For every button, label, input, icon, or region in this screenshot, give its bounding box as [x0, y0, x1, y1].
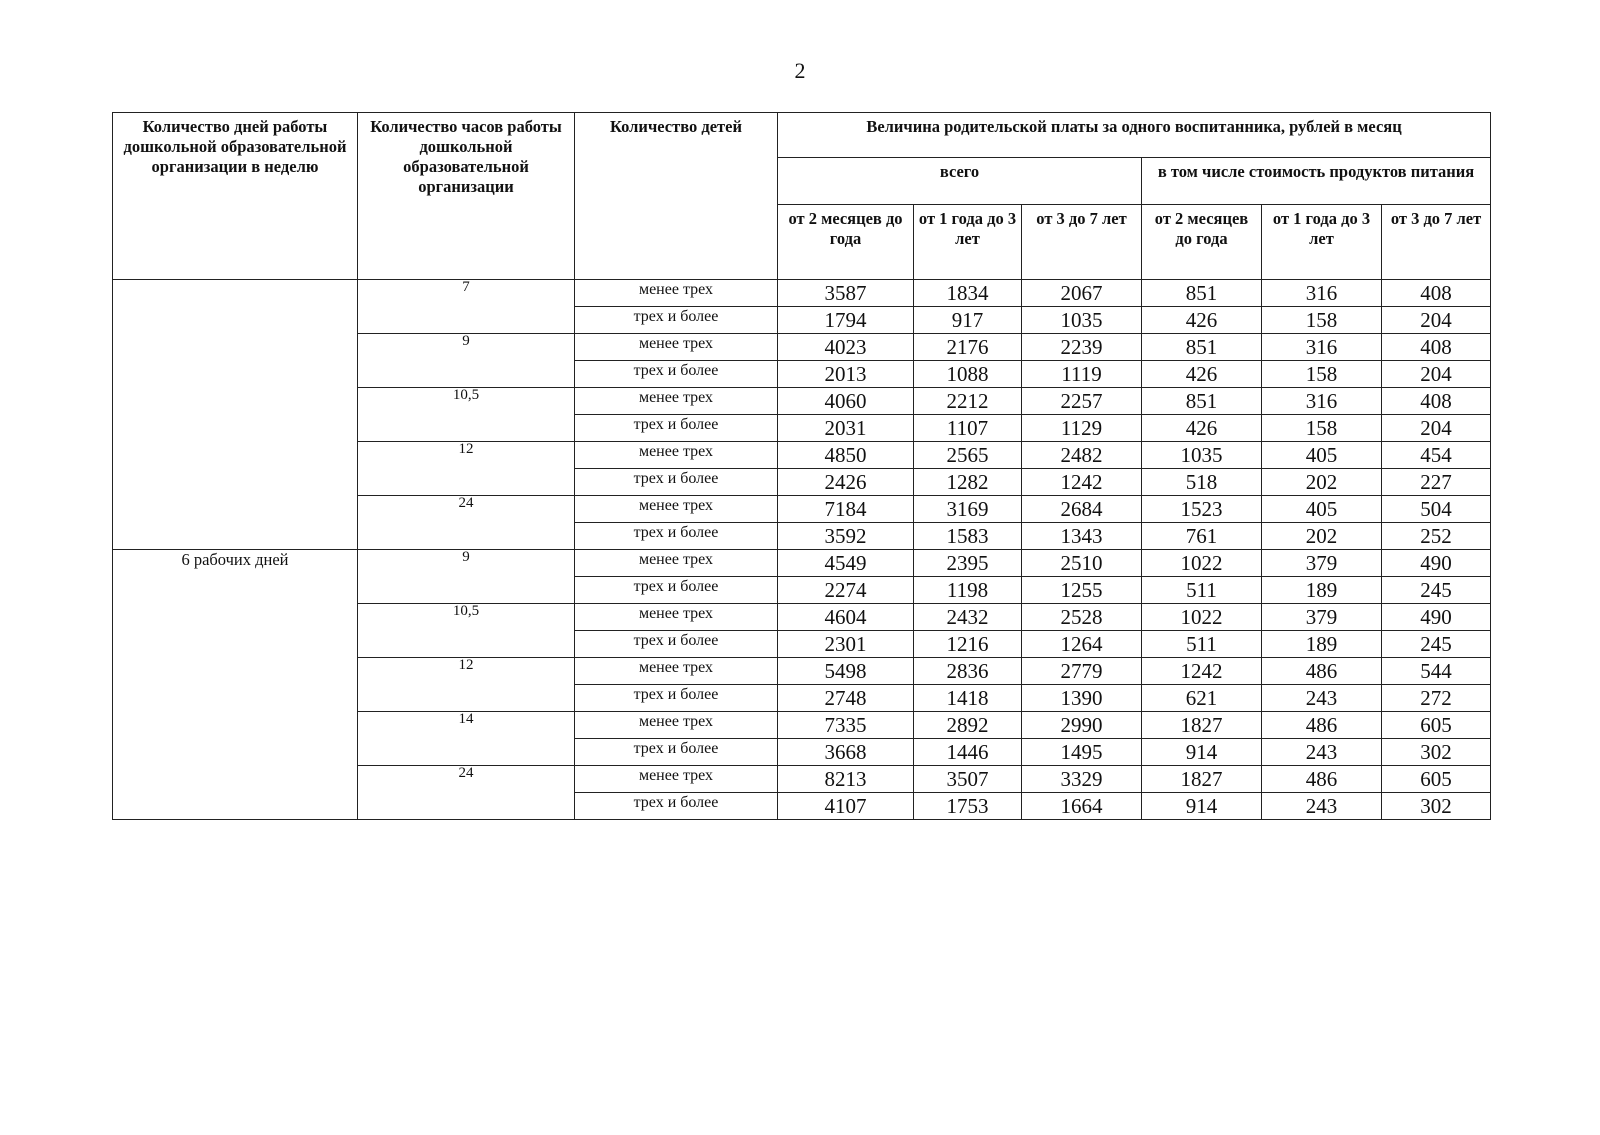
children-count-cell: трех и более — [575, 685, 778, 712]
fee-value-cell: 245 — [1382, 631, 1491, 658]
fee-value-cell: 4549 — [778, 550, 914, 577]
fee-value-cell: 316 — [1262, 388, 1382, 415]
fee-value-cell: 7335 — [778, 712, 914, 739]
children-count-cell: менее трех — [575, 604, 778, 631]
fee-value-cell: 379 — [1262, 550, 1382, 577]
table-body — [113, 280, 1491, 820]
fee-value-cell: 302 — [1382, 739, 1491, 766]
header-total-age-preschool: от 3 до 7 лет — [1022, 205, 1142, 280]
fee-value-cell: 486 — [1262, 658, 1382, 685]
fee-value-cell: 3329 — [1022, 766, 1142, 793]
header-days: Количество дней работы дошкольной образовательной организации в неделю — [113, 113, 358, 280]
fee-value-cell: 1242 — [1022, 469, 1142, 496]
fee-value-cell: 405 — [1262, 442, 1382, 469]
fee-value-cell: 204 — [1382, 361, 1491, 388]
fee-value-cell: 252 — [1382, 523, 1491, 550]
fee-value-cell: 490 — [1382, 604, 1491, 631]
children-count-cell: менее трех — [575, 388, 778, 415]
fee-value-cell: 1523 — [1142, 496, 1262, 523]
fee-value-cell: 621 — [1142, 685, 1262, 712]
fee-value-cell: 518 — [1142, 469, 1262, 496]
fee-value-cell: 426 — [1142, 361, 1262, 388]
fee-value-cell: 8213 — [778, 766, 914, 793]
fee-value-cell: 2836 — [914, 658, 1022, 685]
fee-value-cell: 202 — [1262, 469, 1382, 496]
children-count-cell: трех и более — [575, 361, 778, 388]
fee-value-cell: 1242 — [1142, 658, 1262, 685]
fee-value-cell: 1035 — [1022, 307, 1142, 334]
children-count-cell: менее трех — [575, 712, 778, 739]
fee-value-cell: 2565 — [914, 442, 1022, 469]
fee-value-cell: 1264 — [1022, 631, 1142, 658]
fee-value-cell: 1198 — [914, 577, 1022, 604]
fee-value-cell: 2432 — [914, 604, 1022, 631]
children-count-cell: менее трех — [575, 334, 778, 361]
header-food-age-infant: от 2 месяцев до года — [1142, 205, 1262, 280]
fee-value-cell: 2212 — [914, 388, 1022, 415]
fee-value-cell: 204 — [1382, 415, 1491, 442]
header-food-age-preschool: от 3 до 7 лет — [1382, 205, 1491, 280]
header-fee: Величина родительской платы за одного воспитанника, рублей в месяц — [778, 113, 1491, 158]
children-count-cell: менее трех — [575, 658, 778, 685]
fee-value-cell: 605 — [1382, 712, 1491, 739]
header-total-age-infant: от 2 месяцев до года — [778, 205, 914, 280]
hours-cell: 7 — [358, 280, 575, 334]
header-food: в том числе стоимость продуктов питания — [1142, 158, 1491, 205]
fee-value-cell: 1107 — [914, 415, 1022, 442]
fee-value-cell: 243 — [1262, 739, 1382, 766]
fee-value-cell: 2510 — [1022, 550, 1142, 577]
fee-value-cell: 158 — [1262, 415, 1382, 442]
fee-value-cell: 914 — [1142, 739, 1262, 766]
fee-value-cell: 204 — [1382, 307, 1491, 334]
fee-value-cell: 272 — [1382, 685, 1491, 712]
fee-value-cell: 2482 — [1022, 442, 1142, 469]
children-count-cell: менее трех — [575, 766, 778, 793]
fee-value-cell: 379 — [1262, 604, 1382, 631]
fee-value-cell: 1753 — [914, 793, 1022, 820]
fee-value-cell: 5498 — [778, 658, 914, 685]
fee-value-cell: 2684 — [1022, 496, 1142, 523]
days-per-week-cell: 6 рабочих дней — [113, 550, 358, 820]
children-count-cell: менее трех — [575, 442, 778, 469]
fee-value-cell: 1343 — [1022, 523, 1142, 550]
page-number: 2 — [794, 58, 806, 83]
fee-value-cell: 3592 — [778, 523, 914, 550]
header-children: Количество детей — [575, 113, 778, 280]
fee-value-cell: 2301 — [778, 631, 914, 658]
fee-value-cell: 761 — [1142, 523, 1262, 550]
children-count-cell: трех и более — [575, 577, 778, 604]
parental-fee-table — [112, 112, 1491, 820]
fee-value-cell: 2528 — [1022, 604, 1142, 631]
fee-value-cell: 2176 — [914, 334, 1022, 361]
fee-value-cell: 7184 — [778, 496, 914, 523]
fee-value-cell: 302 — [1382, 793, 1491, 820]
fee-value-cell: 316 — [1262, 280, 1382, 307]
fee-value-cell: 189 — [1262, 577, 1382, 604]
fee-value-cell: 1418 — [914, 685, 1022, 712]
fee-value-cell: 917 — [914, 307, 1022, 334]
fee-value-cell: 243 — [1262, 685, 1382, 712]
fee-value-cell: 158 — [1262, 307, 1382, 334]
fee-value-cell: 1827 — [1142, 766, 1262, 793]
fee-value-cell: 227 — [1382, 469, 1491, 496]
fee-value-cell: 4060 — [778, 388, 914, 415]
fee-value-cell: 408 — [1382, 334, 1491, 361]
fee-value-cell: 2990 — [1022, 712, 1142, 739]
fee-value-cell: 1664 — [1022, 793, 1142, 820]
fee-value-cell: 851 — [1142, 388, 1262, 415]
fee-value-cell: 454 — [1382, 442, 1491, 469]
fee-value-cell: 2748 — [778, 685, 914, 712]
children-count-cell: менее трех — [575, 280, 778, 307]
children-count-cell: трех и более — [575, 739, 778, 766]
hours-cell: 12 — [358, 658, 575, 712]
fee-value-cell: 1255 — [1022, 577, 1142, 604]
fee-value-cell: 2031 — [778, 415, 914, 442]
fee-value-cell: 4604 — [778, 604, 914, 631]
fee-value-cell: 2257 — [1022, 388, 1142, 415]
header-hours: Количество часов работы дошкольной образовательной организации — [358, 113, 575, 280]
fee-value-cell: 1088 — [914, 361, 1022, 388]
fee-value-cell: 1495 — [1022, 739, 1142, 766]
fee-value-cell: 504 — [1382, 496, 1491, 523]
fee-value-cell: 1129 — [1022, 415, 1142, 442]
fee-value-cell: 243 — [1262, 793, 1382, 820]
hours-cell: 10,5 — [358, 604, 575, 658]
hours-cell: 24 — [358, 766, 575, 820]
hours-cell: 10,5 — [358, 388, 575, 442]
fee-value-cell: 3169 — [914, 496, 1022, 523]
fee-value-cell: 1827 — [1142, 712, 1262, 739]
hours-cell: 14 — [358, 712, 575, 766]
fee-value-cell: 511 — [1142, 631, 1262, 658]
fee-value-cell: 426 — [1142, 307, 1262, 334]
fee-value-cell: 2239 — [1022, 334, 1142, 361]
children-count-cell: трех и более — [575, 469, 778, 496]
children-count-cell: трех и более — [575, 631, 778, 658]
days-per-week-cell — [113, 280, 358, 550]
fee-value-cell: 316 — [1262, 334, 1382, 361]
fee-value-cell: 851 — [1142, 334, 1262, 361]
fee-value-cell: 1794 — [778, 307, 914, 334]
fee-value-cell: 3587 — [778, 280, 914, 307]
fee-value-cell: 189 — [1262, 631, 1382, 658]
fee-value-cell: 490 — [1382, 550, 1491, 577]
header-total-age-toddler: от 1 года до 3 лет — [914, 205, 1022, 280]
fee-value-cell: 605 — [1382, 766, 1491, 793]
children-count-cell: менее трех — [575, 496, 778, 523]
fee-value-cell: 3507 — [914, 766, 1022, 793]
fee-value-cell: 1216 — [914, 631, 1022, 658]
hours-cell: 24 — [358, 496, 575, 550]
hours-cell: 9 — [358, 334, 575, 388]
fee-value-cell: 2779 — [1022, 658, 1142, 685]
hours-cell: 9 — [358, 550, 575, 604]
fee-value-cell: 1834 — [914, 280, 1022, 307]
header-food-age-toddler: от 1 года до 3 лет — [1262, 205, 1382, 280]
fee-value-cell: 2426 — [778, 469, 914, 496]
fee-value-cell: 2067 — [1022, 280, 1142, 307]
table-header — [113, 113, 1491, 280]
fee-value-cell: 1022 — [1142, 550, 1262, 577]
fee-value-cell: 2395 — [914, 550, 1022, 577]
fee-value-cell: 4850 — [778, 442, 914, 469]
fee-value-cell: 426 — [1142, 415, 1262, 442]
fee-value-cell: 2013 — [778, 361, 914, 388]
fee-value-cell: 1022 — [1142, 604, 1262, 631]
fee-value-cell: 245 — [1382, 577, 1491, 604]
fee-value-cell: 408 — [1382, 388, 1491, 415]
fee-value-cell: 851 — [1142, 280, 1262, 307]
header-total: всего — [778, 158, 1142, 205]
fee-value-cell: 202 — [1262, 523, 1382, 550]
fee-value-cell: 1035 — [1142, 442, 1262, 469]
fee-value-cell: 405 — [1262, 496, 1382, 523]
fee-value-cell: 1119 — [1022, 361, 1142, 388]
children-count-cell: менее трех — [575, 550, 778, 577]
fee-value-cell: 486 — [1262, 766, 1382, 793]
table-row — [113, 280, 1491, 307]
fee-value-cell: 544 — [1382, 658, 1491, 685]
children-count-cell: трех и более — [575, 523, 778, 550]
fee-value-cell: 914 — [1142, 793, 1262, 820]
children-count-cell: трех и более — [575, 415, 778, 442]
fee-value-cell: 1390 — [1022, 685, 1142, 712]
hours-cell: 12 — [358, 442, 575, 496]
fee-value-cell: 486 — [1262, 712, 1382, 739]
fee-value-cell: 511 — [1142, 577, 1262, 604]
fee-value-cell: 4107 — [778, 793, 914, 820]
children-count-cell: трех и более — [575, 307, 778, 334]
fee-value-cell: 1446 — [914, 739, 1022, 766]
fee-value-cell: 408 — [1382, 280, 1491, 307]
fee-value-cell: 158 — [1262, 361, 1382, 388]
table-row — [113, 550, 1491, 577]
fee-value-cell: 2892 — [914, 712, 1022, 739]
children-count-cell: трех и более — [575, 793, 778, 820]
fee-value-cell: 2274 — [778, 577, 914, 604]
fee-value-cell: 1583 — [914, 523, 1022, 550]
fee-value-cell: 4023 — [778, 334, 914, 361]
fee-value-cell: 3668 — [778, 739, 914, 766]
fee-value-cell: 1282 — [914, 469, 1022, 496]
